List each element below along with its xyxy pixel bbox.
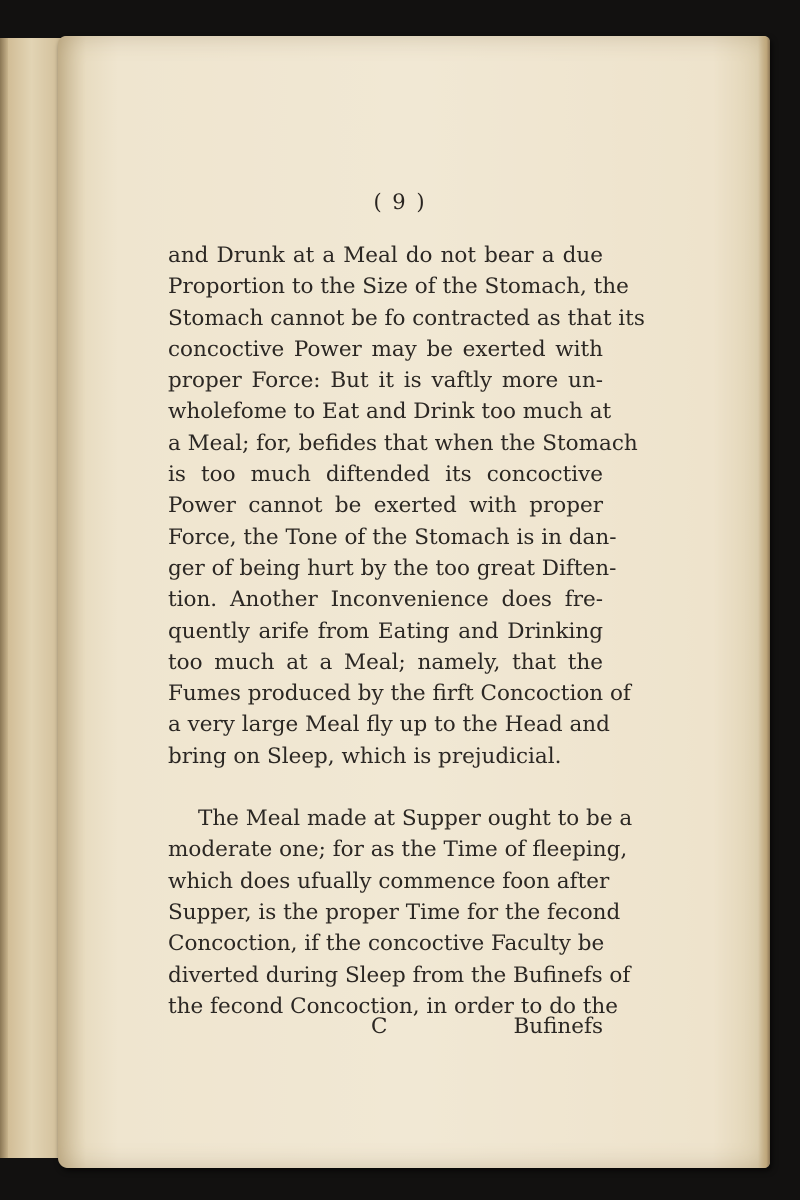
text-line: a Meal; for, befides that when the Stomach	[168, 430, 638, 456]
running-head-page-number: ( 9 )	[373, 190, 427, 214]
page-footer	[168, 1014, 603, 1048]
paragraph-1	[168, 240, 645, 772]
text-line: concoctive Power may be exerted with	[168, 336, 603, 362]
text-line: moderate one; for as the Time of fleeping,	[168, 837, 628, 863]
text-line: quently arife from Eating and Drinking	[168, 618, 603, 644]
signature-mark: C	[371, 1014, 388, 1039]
body-text	[168, 240, 645, 1022]
text-line: wholefome to Eat and Drink too much at	[168, 399, 612, 425]
text-line: Proportion to the Size of the Stomach, the	[168, 274, 629, 300]
paragraph-gap	[168, 772, 603, 803]
text-line: proper Force: But it is vaftly more un-	[168, 368, 603, 394]
text-line: too much at a Meal; namely, that the	[168, 649, 603, 675]
text-line: the fecond Concoction, in order to do the	[168, 993, 618, 1019]
text-line: Fumes produced by the firft Concoction of	[168, 681, 631, 707]
text-line: tion. Another Inconvenience does fre-	[168, 587, 603, 613]
catchword: Bufinefs	[513, 1014, 603, 1039]
text-line: Force, the Tone of the Stomach is in dan-	[168, 524, 617, 550]
text-line: Stomach cannot be fo contracted as that its	[168, 305, 645, 331]
text-line: The Meal made at Supper ought to be a	[198, 806, 633, 832]
text-line: Concoction, if the concoctive Faculty be	[168, 931, 605, 957]
text-line: diverted during Sleep from the Bufinefs of	[168, 962, 631, 988]
text-line: ger of being hurt by the too great Diften-	[168, 555, 617, 581]
text-line: and Drunk at a Meal do not bear a due	[168, 243, 603, 268]
paragraph-2	[168, 803, 633, 1022]
text-line: bring on Sleep, which is prejudicial.	[168, 743, 562, 769]
text-line: a very large Meal fly up to the Head and	[168, 712, 610, 738]
text-line: which does ufually commence foon after	[168, 868, 610, 894]
text-line: is too much diftended its concoctive	[168, 462, 603, 488]
text-line: Supper, is the proper Time for the fecond	[168, 899, 621, 925]
text-line: Power cannot be exerted with proper	[168, 493, 603, 519]
